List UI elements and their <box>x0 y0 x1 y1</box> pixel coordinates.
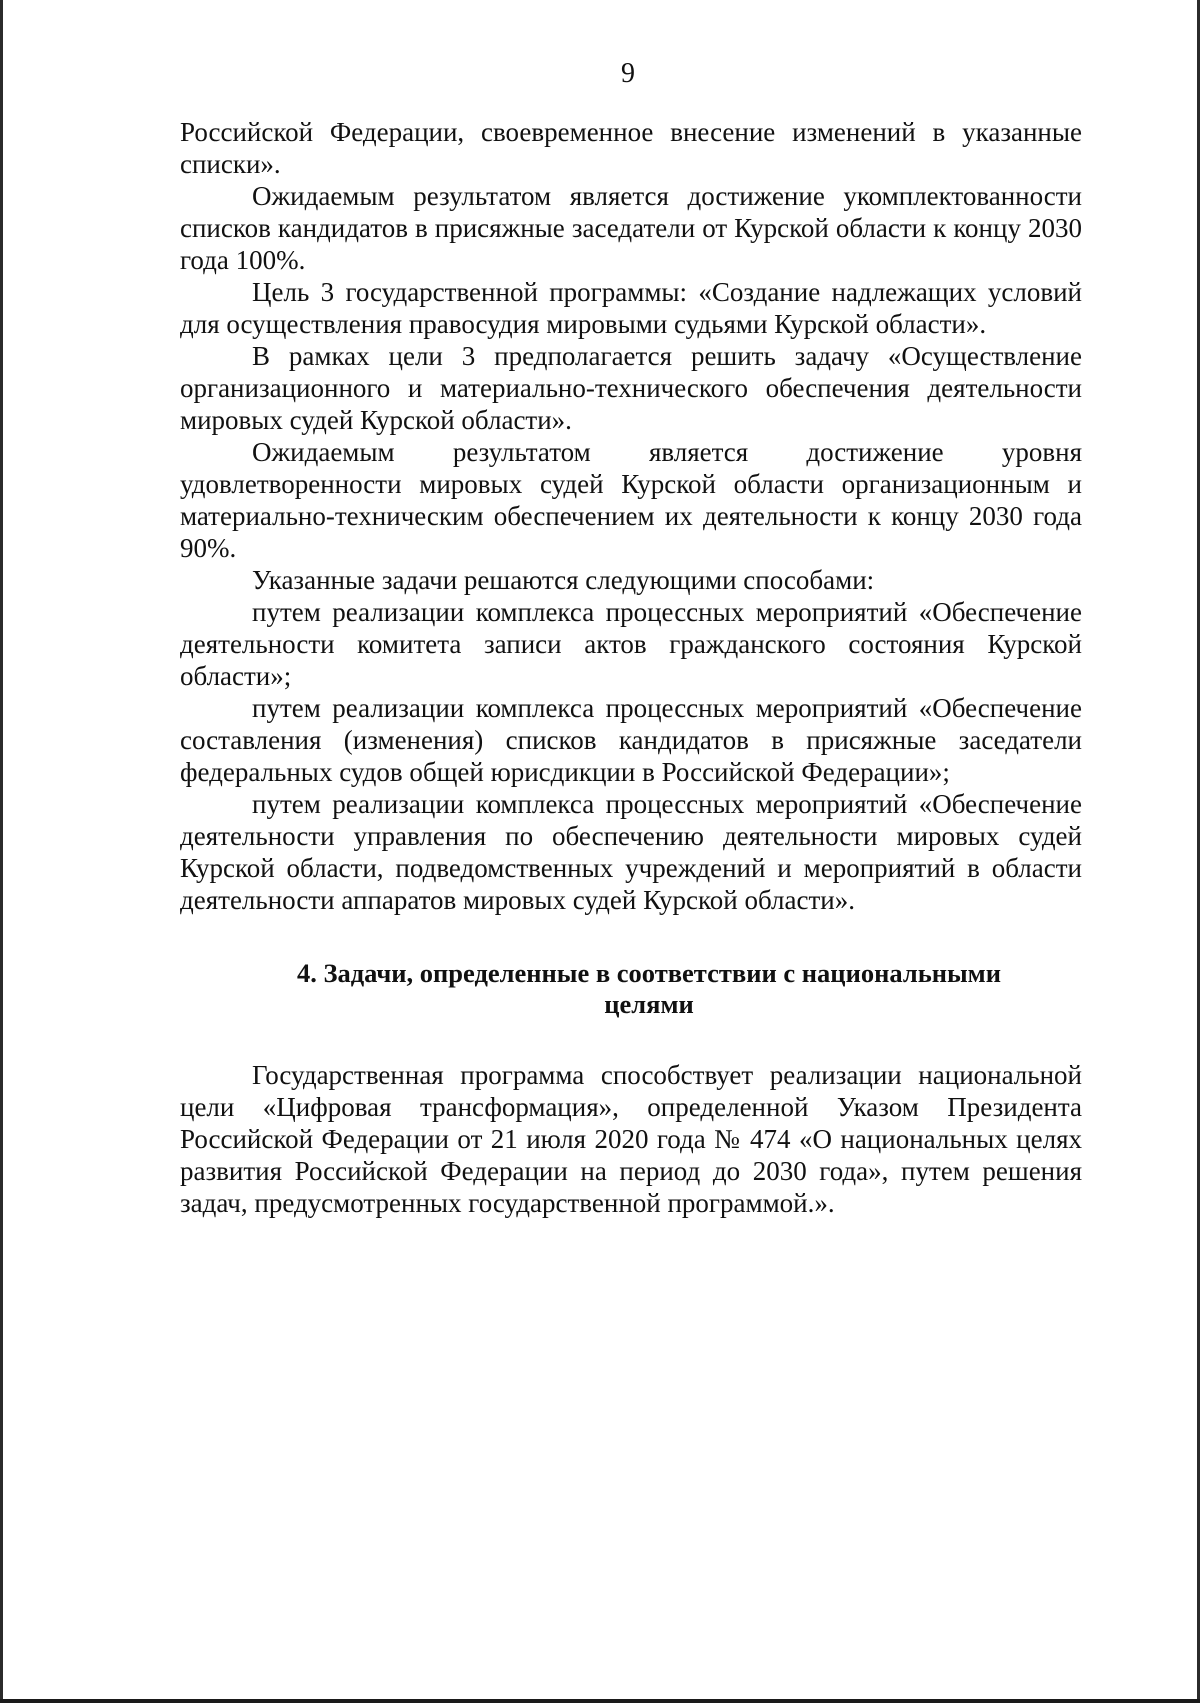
paragraph: Указанные задачи решаются следующими способами: <box>252 565 875 595</box>
section-heading-line-1: 4. Задачи, определенные в соответствии с национальными <box>296 958 1001 988</box>
section-heading <box>180 958 1082 1020</box>
paragraph: В рамках цели 3 предполагается решить задачу «Осуществление организационного и материально-технического обеспечения деятельности мировых судей Курской области». <box>180 341 1082 435</box>
paragraph: Российской Федерации, своевременное внесение изменений в указанные списки». <box>180 117 1082 179</box>
paragraph: путем реализации комплекса процессных мероприятий «Обеспечение деятельности управления по обеспечению деятельности мировых судей Курской области, подведомственных учреждений и мероприятий в области деятельности аппаратов мировых судей Курской области». <box>180 789 1082 915</box>
page-number: 9 <box>621 58 635 89</box>
page-left-edge <box>0 0 3 1703</box>
paragraph: путем реализации комплекса процессных мероприятий «Обеспечение составления (изменения) списков кандидатов в присяжные заседатели федеральных судов общей юрисдикции в Российской Федерации»; <box>180 693 1082 787</box>
section-heading-line-2: целями <box>604 989 694 1019</box>
paragraph: Ожидаемым результатом является достижение уровня удовлетворенности мировых судей Курской области организационным и материально-техническим обеспечением их деятельности к концу 2030 года 90%. <box>180 437 1082 563</box>
paragraph: Государственная программа способствует реализации национальной цели «Цифровая трансформация», определенной Указом Президента Российской Федерации от 21 июля 2020 года № 474 «О национальных целях развития Российской Федерации на период до 2030 года», путем решения задач, предусмотренных государственной программой.». <box>180 1060 1082 1218</box>
document-body <box>180 116 1082 1219</box>
page-bottom-edge <box>0 1699 1200 1703</box>
paragraph: Цель 3 государственной программы: «Создание надлежащих условий для осуществления правосудия мировыми судьями Курской области». <box>180 277 1082 339</box>
paragraph: Ожидаемым результатом является достижение укомплектованности списков кандидатов в присяжные заседатели от Курской области к концу 2030 года 100%. <box>180 181 1082 275</box>
paragraph: путем реализации комплекса процессных мероприятий «Обеспечение деятельности комитета записи актов гражданского состояния Курской области»; <box>180 597 1082 691</box>
